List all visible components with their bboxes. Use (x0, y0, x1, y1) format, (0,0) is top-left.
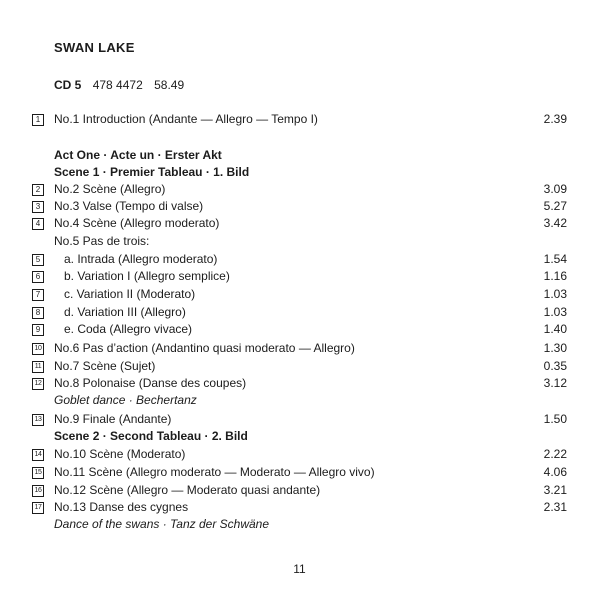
track-number-box: 11 (32, 361, 44, 373)
track-duration: 3.21 (543, 483, 567, 497)
track-row (0, 464, 599, 481)
act-heading: Act One · Acte un · Erster Akt (54, 148, 222, 162)
track-number-box: 1 (32, 114, 44, 126)
track-duration: 1.30 (543, 341, 567, 355)
track-number-box: 3 (32, 201, 44, 213)
track-row (0, 358, 599, 375)
scene-2-heading: Scene 2 · Second Tableau · 2. Bild (54, 429, 248, 443)
track-row (0, 251, 599, 268)
cd-label: CD 5 (54, 78, 82, 92)
track-title: No.8 Polonaise (Danse des coupes) (54, 376, 247, 390)
track-row (0, 111, 599, 128)
track-title: b. Variation I (Allegro semplice) (64, 269, 230, 283)
track-title: No.12 Scène (Allegro — Moderato quasi andante) (54, 483, 321, 497)
track-duration: 2.22 (543, 447, 567, 461)
track-duration: 1.50 (543, 412, 567, 426)
track-row (0, 286, 599, 303)
album-title: SWAN LAKE (54, 40, 135, 55)
track-number-box: 8 (32, 307, 44, 319)
cd-info (54, 78, 184, 92)
track-number-box: 13 (32, 414, 44, 426)
track-number-box: 4 (32, 218, 44, 230)
track-number-box: 12 (32, 378, 44, 390)
track-row (0, 304, 599, 321)
pas-de-trois-label: No.5 Pas de trois: (54, 234, 150, 248)
goblet-dance-note: Goblet dance · Bechertanz (54, 393, 197, 407)
track-row (0, 411, 599, 428)
track-duration: 2.31 (543, 500, 567, 514)
track-title: No.11 Scène (Allegro moderato — Moderato — Allegro vivo) (54, 465, 375, 479)
track-row (0, 340, 599, 357)
track-duration: 3.12 (543, 376, 567, 390)
track-row (0, 215, 599, 232)
track-number-box: 7 (32, 289, 44, 301)
track-number-box: 9 (32, 324, 44, 336)
track-number-box: 2 (32, 184, 44, 196)
track-title: No.10 Scène (Moderato) (54, 447, 186, 461)
track-title: No.7 Scène (Sujet) (54, 359, 156, 373)
track-duration: 4.06 (543, 465, 567, 479)
cd-total-duration: 58.49 (154, 78, 185, 92)
track-duration: 1.54 (543, 252, 567, 266)
track-number-box: 17 (32, 502, 44, 514)
track-row (0, 375, 599, 392)
track-title: d. Variation III (Allegro) (64, 305, 186, 319)
track-title: No.2 Scène (Allegro) (54, 182, 166, 196)
track-duration: 1.40 (543, 322, 567, 336)
track-title: No.3 Valse (Tempo di valse) (54, 199, 204, 213)
track-duration: 3.09 (543, 182, 567, 196)
track-title: c. Variation II (Moderato) (64, 287, 196, 301)
track-title: a. Intrada (Allegro moderato) (64, 252, 218, 266)
track-duration: 0.35 (543, 359, 567, 373)
track-row (0, 181, 599, 198)
track-row (0, 499, 599, 516)
track-title: No.1 Introduction (Andante — Allegro — Tempo I) (54, 112, 318, 126)
track-title: No.13 Danse des cygnes (54, 500, 189, 514)
track-duration: 3.42 (543, 216, 567, 230)
track-row (0, 446, 599, 463)
track-number-box: 6 (32, 271, 44, 283)
cd-catalog-number: 478 4472 (92, 78, 143, 92)
track-duration: 2.39 (543, 112, 567, 126)
track-duration: 1.03 (543, 305, 567, 319)
track-title: e. Coda (Allegro vivace) (64, 322, 193, 336)
track-title: No.9 Finale (Andante) (54, 412, 172, 426)
track-row (0, 198, 599, 215)
track-duration: 1.16 (543, 269, 567, 283)
swans-dance-note: Dance of the swans · Tanz der Schwäne (54, 517, 270, 531)
track-number-box: 15 (32, 467, 44, 479)
track-title: No.6 Pas d’action (Andantino quasi moderato — Allegro) (54, 341, 355, 355)
track-row (0, 321, 599, 338)
track-duration: 5.27 (543, 199, 567, 213)
track-number-box: 16 (32, 485, 44, 497)
track-duration: 1.03 (543, 287, 567, 301)
track-title: No.4 Scène (Allegro moderato) (54, 216, 220, 230)
pas-de-trois-heading-row (0, 233, 599, 250)
page-number: 11 (293, 562, 306, 576)
track-row (0, 268, 599, 285)
track-row (0, 482, 599, 499)
track-number-box: 14 (32, 449, 44, 461)
scene-1-heading: Scene 1 · Premier Tableau · 1. Bild (54, 165, 250, 179)
track-number-box: 10 (32, 343, 44, 355)
track-number-box: 5 (32, 254, 44, 266)
